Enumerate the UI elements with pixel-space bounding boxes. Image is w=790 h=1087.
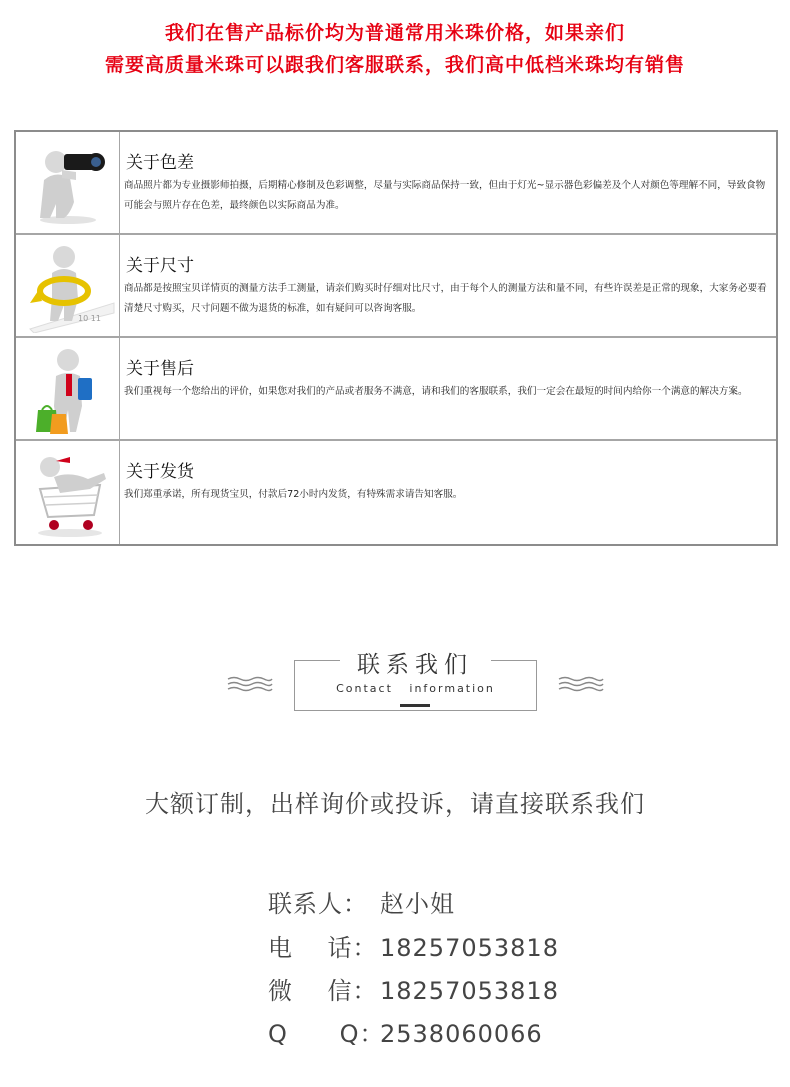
camera-person-icon (26, 140, 110, 226)
contact-wechat (268, 971, 559, 1006)
contact-label: 电 话： (268, 934, 378, 962)
policy-icon-cell (16, 338, 120, 439)
wave-decoration-left-icon (226, 676, 274, 692)
policy-row-aftersales (16, 338, 776, 441)
policy-body: 我们重视每一个您给出的评价，如果您对我们的产品或者服务不满意，请和我们的客服联系，我们一定会在最短的时间内给你一个满意的解决方案。 (124, 386, 748, 397)
contact-value: 18257053818 (380, 977, 559, 1005)
contact-heading (0, 640, 790, 720)
notice-line-1: 我们在售产品标价均为普通常用米珠价格，如果亲们 (164, 22, 625, 44)
svg-text:10 11: 10 11 (78, 314, 101, 323)
contact-title: 联系我们 (357, 652, 473, 678)
policy-body: 我们郑重承诺，所有现货宝贝，付款后72小时内发货，有特殊需求请告知客服。 (124, 489, 463, 500)
contact-label: Q Q： (268, 1020, 385, 1048)
shopping-cart-person-icon (26, 449, 114, 539)
policy-icon-cell (16, 132, 120, 233)
shopping-bags-person-icon (26, 346, 110, 436)
policy-title: 关于发货 (126, 462, 194, 482)
policy-title: 关于色差 (126, 153, 194, 173)
policy-row-shipping (16, 441, 776, 544)
policy-body: 商品都是按照宝贝详情页的测量方法手工测量，请亲们购买时仔细对比尺寸，由于每个人的测量方法和量不同，有些许误差是正常的现象，大家务必要看清楚尺寸购买，尺寸问题不做为退货的标准，如有疑问可以咨询客服。 (124, 283, 767, 314)
contact-person (268, 884, 455, 919)
policy-body: 商品照片都为专业摄影师拍摄，后期精心修制及色彩调整，尽量与实际商品保持一致，但由于灯光~显示器色彩偏差及个人对颜色等理解不同，导致食物可能会与照片存在色差，最终颜色以实际商品为准。 (124, 180, 766, 211)
policy-title: 关于售后 (126, 359, 194, 379)
wave-decoration-right-icon (557, 676, 605, 692)
policy-icon-cell (16, 235, 120, 336)
contact-value: 18257053818 (380, 934, 559, 962)
contact-underline (400, 704, 430, 707)
policy-row-size (16, 235, 776, 338)
tape-measure-person-icon (26, 243, 118, 333)
contact-qq (268, 1014, 543, 1049)
contact-value: 2538060066 (380, 1020, 543, 1048)
contact-subtitle: Contact information (336, 682, 495, 695)
contact-label: 联系人： (268, 890, 368, 918)
call-to-action: 大额订制，出样询价或投诉，请直接联系我们 (145, 790, 645, 818)
policy-row-color (16, 132, 776, 235)
contact-label: 微 信： (268, 977, 378, 1005)
policy-title: 关于尺寸 (126, 256, 194, 276)
contact-value: 赵小姐 (380, 890, 455, 918)
notice-line-2: 需要高质量米珠可以跟我们客服联系，我们高中低档米珠均有销售 (104, 54, 685, 76)
policy-icon-cell (16, 441, 120, 544)
policy-table (14, 130, 778, 546)
contact-phone (268, 928, 559, 963)
